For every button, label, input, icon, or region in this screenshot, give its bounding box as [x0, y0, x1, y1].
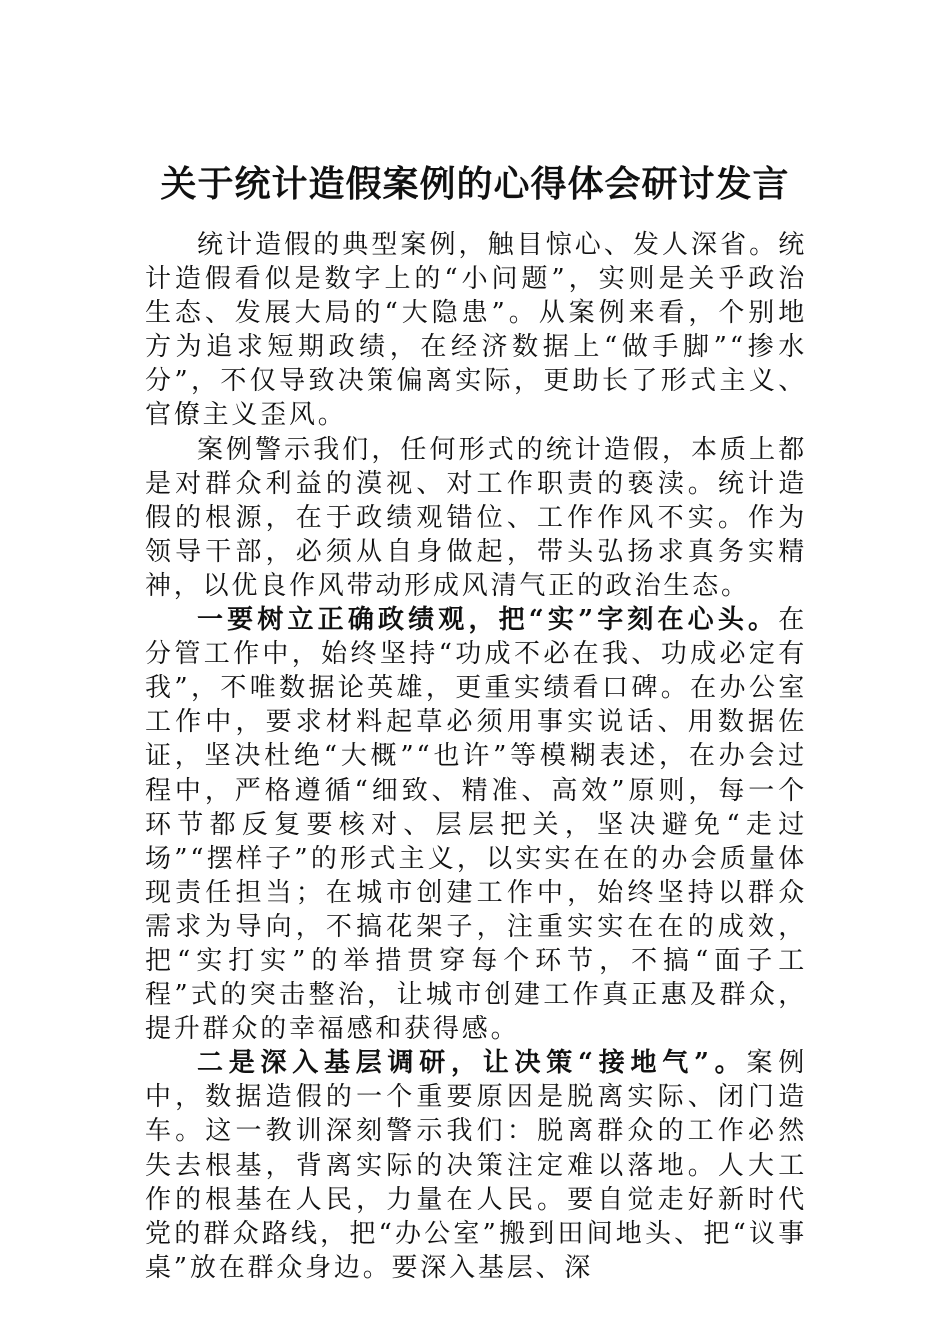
paragraph-3-heading: 一要树立正确政绩观，把“实”字刻在心头。: [197, 605, 779, 636]
paragraph-4-text: 案例中，数据造假的一个重要原因是脱离实际、闭门造车。这一教训深刻警示我们：脱离群众的工作必然失去根基，背离实际的决策注定难以落地。人大工作的根基在人民，力量在人民。要自觉走好新时代党的群众路线，把“办公室”搬到田间地头、把“议事桌”放在群众身边。要深入基层、深: [145, 1048, 807, 1283]
paragraph-3-text: 在分管工作中，始终坚持“功成不必在我、功成必定有我”，不唯数据论英雄，更重实绩看口碑。在办公室工作中，要求材料起草必须用事实说话、用数据佐证，坚决杜绝“大概”“也许”等模糊表述，在办会过程中，严格遵循“细致、精准、高效”原则，每一个环节都反复要核对、层层把关，坚决避免“走过场”“摆样子”的形式主义，以实实在在的办会质量体现责任担当；在城市创建工作中，始终坚持以群众需求为导向，不搞花架子，注重实实在在的成效，把“实打实”的举措贯穿每个环节，不搞“面子工程”式的突击整治，让城市创建工作真正惠及群众，提升群众的幸福感和获得感。: [145, 605, 807, 1045]
document-body: [145, 228, 807, 1285]
paragraph-2: [145, 433, 807, 603]
paragraph-1: [145, 228, 807, 433]
paragraph-3: [145, 603, 807, 1046]
document-title: 关于统计造假案例的心得体会研讨发言: [160, 163, 790, 205]
paragraph-4: [145, 1046, 807, 1285]
paragraph-4-heading: 二是深入基层调研，让决策“接地气”。: [197, 1048, 747, 1079]
paragraph-2-text: 案例警示我们，任何形式的统计造假，本质上都是对群众利益的漠视、对工作职责的亵渎。统计造假的根源，在于政绩观错位、工作作风不实。作为领导干部，必须从自身做起，带头弘扬求真务实精神，以优良作风带动形成风清气正的政治生态。: [145, 434, 807, 601]
paragraph-1-text: 统计造假的典型案例，触目惊心、发人深省。统计造假看似是数字上的“小问题”，实则是关乎政治生态、发展大局的“大隐患”。从案例来看，个别地方为追求短期政绩，在经济数据上“做手脚”“掺水分”，不仅导致决策偏离实际，更助长了形式主义、官僚主义歪风。: [145, 230, 807, 431]
